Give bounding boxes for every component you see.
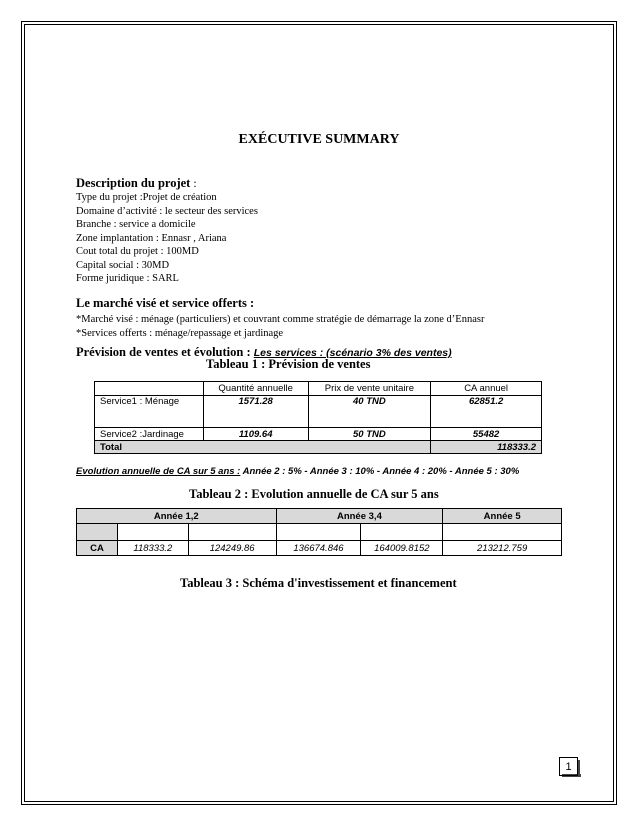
table1-caption: Tableau 1 : Prévision de ventes [206,357,371,371]
table-row [95,396,542,428]
table-header-cell: Quantité annuelle [203,382,308,396]
evolution-label: Evolution annuelle de CA sur 5 ans : [76,466,241,477]
sales-forecast-table [94,381,542,454]
ca-value: 124249.86 [188,541,276,556]
table-header-row [95,382,542,396]
description-line: Forme juridique : SARL [76,273,179,284]
table3-caption: Tableau 3 : Schéma d'investissement et financement [180,576,457,590]
table-row [77,541,562,556]
table2-caption: Tableau 2 : Evolution annuelle de CA sur 5 ans [189,487,439,501]
table-cell [117,524,188,541]
description-line: Domaine d’activité : le secteur des services [76,206,258,217]
description-line: Cout total du projet : 100MD [76,246,199,257]
row-price: 40 TND [308,396,431,428]
table-header-cell: CA annuel [431,382,542,396]
ca-value: 213212.759 [443,541,562,556]
page-number: 1 [559,757,578,776]
table-header-cell [95,382,204,396]
forecast-heading: Prévision de ventes et évolution : [76,345,254,359]
row-ca: 62851.2 [431,396,542,428]
description-heading-colon: : [190,176,197,190]
market-heading: Le marché visé et service offerts : [76,296,255,310]
table-header-cell: Année 3,4 [276,509,443,524]
table-header-cell: Prix de vente unitaire [308,382,431,396]
row-label: Service1 : Ménage [95,396,204,428]
evolution-line [76,466,519,477]
description-line: Capital social : 30MD [76,260,170,271]
row-quantity: 1571.28 [203,396,308,428]
description-line: Branche : service a domicile [76,219,196,230]
row-price: 50 TND [308,428,431,441]
row-label: CA [77,541,118,556]
table-cell [361,524,443,541]
table-cell [276,524,361,541]
table-spacer-row [77,524,562,541]
market-line: *Services offerts : ménage/repassage et jardinage [76,328,284,339]
market-line: *Marché visé : ménage (particuliers) et couvrant comme stratégie de démarrage la zone d’Ennasr [76,314,485,325]
table-header-cell: Année 5 [443,509,562,524]
description-line: Zone implantation : Ennasr , Ariana [76,233,227,244]
table-header-row [77,509,562,524]
row-ca: 55482 [431,428,542,441]
evolution-text: Année 2 : 5% - Année 3 : 10% - Année 4 : 20% - Année 5 : 30% [240,466,520,477]
description-line: Type du projet :Projet de création [76,192,217,203]
table-cell [77,524,118,541]
total-value: 118333.2 [431,441,542,454]
description-heading-row [76,174,197,192]
ca-value: 164009.8152 [361,541,443,556]
row-label: Service2 :Jardinage [95,428,204,441]
ca-evolution-table [76,508,562,556]
table-total-row [95,441,542,454]
ca-value: 118333.2 [117,541,188,556]
row-quantity: 1109.64 [203,428,308,441]
table-header-cell: Année 1,2 [77,509,277,524]
total-label: Total [95,441,431,454]
forecast-services-link: Les services : (scénario 3% des ventes) [253,347,452,359]
table-cell [188,524,276,541]
page-title: EXÉCUTIVE SUMMARY [238,132,400,147]
table-cell [443,524,562,541]
description-heading: Description du projet [76,176,191,190]
ca-value: 136674.846 [276,541,361,556]
table-row [95,428,542,441]
